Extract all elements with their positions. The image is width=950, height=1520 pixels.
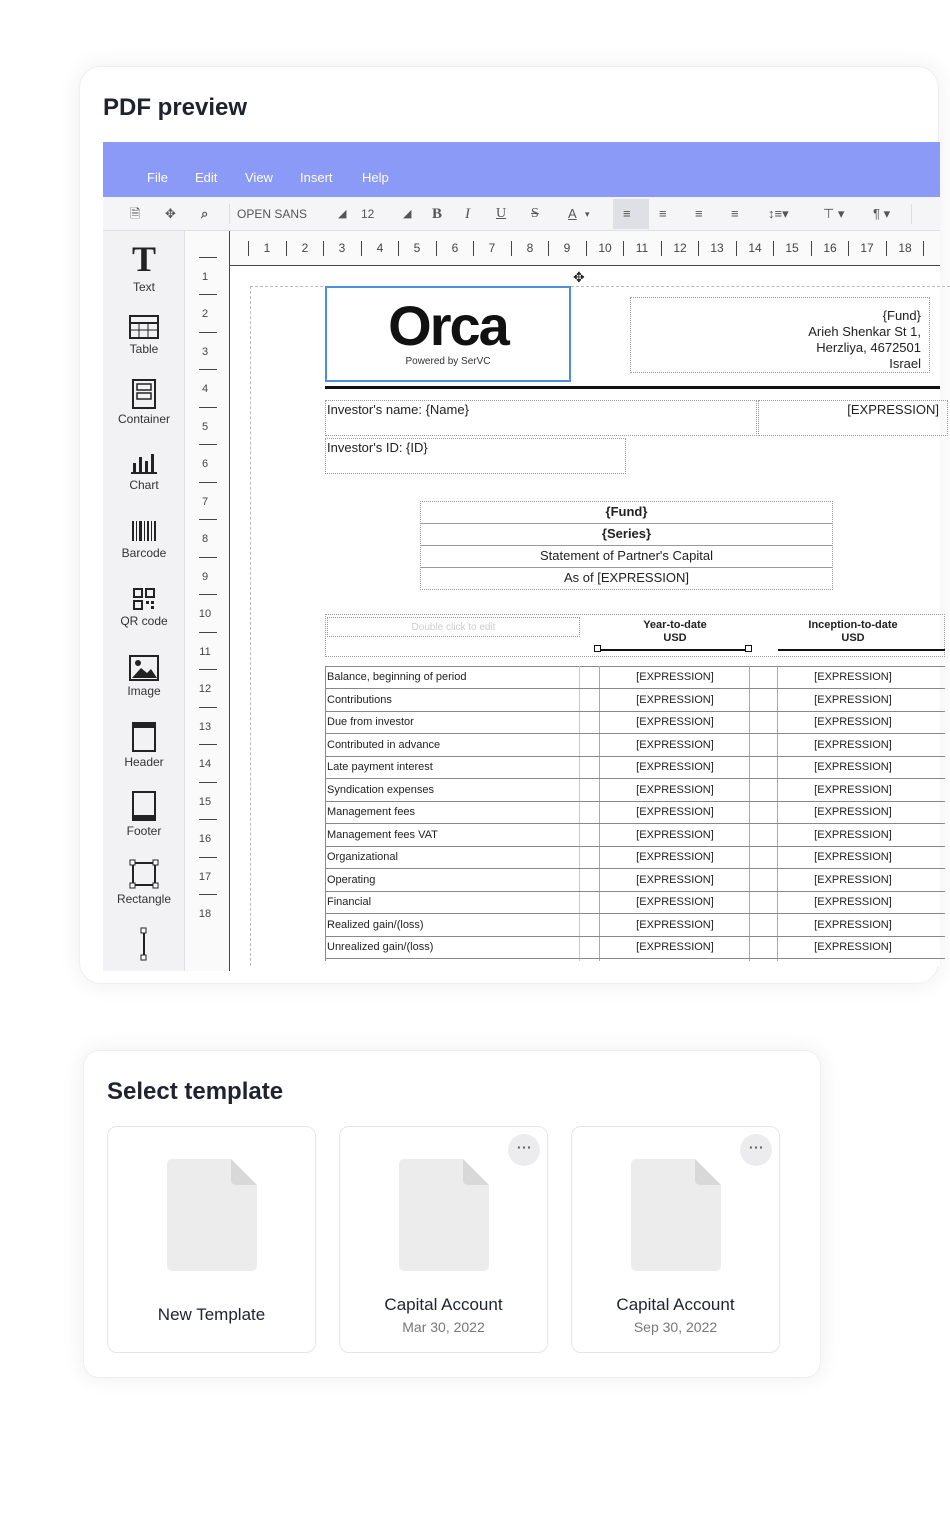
document-icon	[399, 1159, 489, 1271]
template-date: Mar 30, 2022	[402, 1319, 485, 1335]
container-tool[interactable]	[103, 379, 185, 426]
row-ytd: [EXPRESSION]	[636, 896, 714, 908]
address-line: Herzliya, 4672501	[816, 340, 921, 355]
row-itd: [EXPRESSION]	[814, 851, 892, 863]
paragraph-icon[interactable]: ¶ ▾	[873, 206, 891, 221]
address-block[interactable]	[630, 297, 930, 373]
table-row[interactable]	[325, 847, 945, 869]
row-itd: [EXPRESSION]	[814, 829, 892, 841]
row-itd: [EXPRESSION]	[814, 941, 892, 953]
table-row[interactable]	[325, 757, 945, 779]
table-row[interactable]	[325, 915, 945, 937]
vruler-label: 1	[201, 271, 209, 283]
align-center-icon[interactable]: ≡	[659, 206, 667, 221]
row-ytd: [EXPRESSION]	[636, 739, 714, 751]
underline-button[interactable]: U	[496, 206, 507, 221]
template-date: Sep 30, 2022	[633, 1319, 718, 1335]
container-icon	[132, 379, 156, 409]
vruler-label: 6	[201, 458, 209, 470]
more-options-button[interactable]: ···	[508, 1134, 540, 1166]
more-options-button[interactable]: ···	[740, 1134, 772, 1166]
horizontal-ruler	[230, 231, 940, 266]
row-label: Contributed in advance	[327, 739, 441, 751]
row-label: Unrealized gain/(loss)	[327, 941, 434, 953]
template-name: Capital Account	[616, 1295, 735, 1314]
table-row[interactable]	[325, 825, 945, 847]
header-tool-label: Header	[124, 755, 164, 769]
row-ytd: [EXPRESSION]	[636, 941, 714, 953]
template-name: Capital Account	[384, 1295, 503, 1314]
chart-icon	[130, 451, 158, 475]
format-toolbar	[103, 197, 940, 231]
text-color-button[interactable]: A	[568, 206, 577, 221]
vruler-label: 7	[201, 496, 209, 508]
resize-handle[interactable]	[745, 645, 752, 652]
template-name: New Template	[157, 1305, 266, 1324]
row-itd: [EXPRESSION]	[814, 784, 892, 796]
row-label: Financial	[327, 896, 372, 908]
hruler-label: 17	[860, 241, 874, 255]
itd-column-header	[778, 619, 928, 645]
table-row[interactable]	[325, 690, 945, 712]
header-icon	[132, 722, 156, 752]
hruler-label: 9	[563, 241, 571, 255]
table-row[interactable]	[325, 712, 945, 734]
row-ytd: [EXPRESSION]	[636, 851, 714, 863]
row-ytd: [EXPRESSION]	[636, 829, 714, 841]
search-icon[interactable]: ⌕	[201, 206, 209, 221]
row-itd: [EXPRESSION]	[814, 806, 892, 818]
hruler-label: 5	[413, 241, 421, 255]
row-label: Balance, beginning of period	[327, 671, 467, 683]
italic-button[interactable]: I	[465, 206, 470, 222]
strikethrough-button[interactable]: S	[531, 206, 539, 221]
line-icon	[139, 927, 149, 961]
template-capital-account-mar[interactable]	[339, 1126, 548, 1353]
bold-button[interactable]: B	[432, 206, 443, 222]
investor-id-field[interactable]: Investor's ID: {ID}	[325, 438, 626, 474]
vruler-label: 2	[201, 308, 209, 320]
image-tool-label: Image	[127, 684, 161, 698]
row-itd: [EXPRESSION]	[814, 919, 892, 931]
menu-edit[interactable]: Edit	[195, 170, 218, 185]
row-label: Organizational	[327, 851, 398, 863]
edit-placeholder[interactable]: Double click to edit	[327, 617, 580, 637]
move-icon[interactable]: ✥	[165, 206, 176, 221]
hruler-label: 1	[263, 241, 271, 255]
hruler-label: 14	[748, 241, 762, 255]
row-ytd: [EXPRESSION]	[636, 874, 714, 886]
row-itd: [EXPRESSION]	[814, 694, 892, 706]
ytd-header-line: USD	[663, 632, 687, 644]
container-tool-label: Container	[117, 412, 171, 426]
address-line: Israel	[889, 356, 921, 371]
hruler-label: 11	[635, 241, 649, 255]
vertical-align-icon[interactable]: ⊤ ▾	[823, 206, 845, 221]
hruler-label: 4	[376, 241, 384, 255]
hruler-label: 13	[710, 241, 724, 255]
chart-tool[interactable]	[103, 451, 185, 492]
vruler-label: 4	[201, 383, 209, 395]
qr-code-tool[interactable]	[103, 587, 185, 628]
barcode-tool[interactable]	[103, 519, 185, 560]
vruler-label: 15	[198, 796, 212, 808]
row-itd: [EXPRESSION]	[814, 761, 892, 773]
menu-help[interactable]: Help	[362, 170, 389, 185]
page-icon[interactable]: 🗎	[130, 206, 141, 221]
template-capital-account-sep[interactable]	[571, 1126, 780, 1353]
row-itd: [EXPRESSION]	[814, 671, 892, 683]
select-template-card	[83, 1050, 821, 1378]
table-tool-label: Table	[129, 342, 159, 356]
header-tool[interactable]	[103, 722, 185, 769]
row-label: Management fees	[327, 806, 416, 818]
menu-insert[interactable]: Insert	[300, 170, 333, 185]
report-editor	[103, 142, 940, 959]
menu-view[interactable]: View	[245, 170, 273, 185]
vruler-label: 9	[201, 571, 209, 583]
address-line: {Fund}	[882, 308, 921, 323]
hruler-label: 18	[898, 241, 912, 255]
image-icon	[129, 655, 159, 681]
vruler-label: 5	[201, 421, 209, 433]
address-line: Arieh Shenkar St 1,	[808, 324, 921, 339]
row-ytd: [EXPRESSION]	[636, 671, 714, 683]
table-row[interactable]	[325, 892, 945, 914]
line-tool[interactable]	[103, 927, 185, 961]
vruler-label: 3	[201, 346, 209, 358]
vruler-label: 8	[201, 533, 209, 545]
size-caret-icon: ◢	[403, 208, 412, 220]
color-caret-icon: ▾	[585, 209, 590, 219]
row-ytd: [EXPRESSION]	[636, 806, 714, 818]
row-label: Due from investor	[327, 716, 414, 728]
heading-fund: {Fund}	[421, 502, 832, 524]
ytd-header-line: Year-to-date	[643, 619, 707, 631]
row-label: Management fees VAT	[327, 829, 438, 841]
vruler-label: 13	[198, 721, 212, 733]
row-ytd: [EXPRESSION]	[636, 716, 714, 728]
hruler-label: 2	[301, 241, 309, 255]
rectangle-tool[interactable]	[103, 859, 185, 906]
hruler-label: 12	[673, 241, 687, 255]
justify-icon[interactable]: ≡	[731, 206, 739, 221]
footer-icon	[132, 791, 156, 821]
table-icon	[129, 315, 159, 339]
row-label: Syndication expenses	[327, 784, 435, 796]
heading-as-of: As of [EXPRESSION]	[564, 570, 689, 585]
row-label: Contributions	[327, 694, 392, 706]
vruler-label: 14	[198, 758, 212, 770]
barcode-tool-label: Barcode	[121, 546, 167, 560]
text-tool-label: Text	[132, 280, 155, 294]
row-ytd: [EXPRESSION]	[636, 694, 714, 706]
vruler-label: 12	[198, 683, 212, 695]
logo-subtitle: Powered by SerVC	[405, 356, 491, 367]
font-size-select[interactable]: 12	[361, 207, 375, 221]
footer-tool-label: Footer	[126, 824, 162, 838]
menu-file[interactable]: File	[147, 170, 168, 185]
menu-bar	[103, 142, 940, 197]
table-row[interactable]	[325, 667, 945, 689]
chart-tool-label: Chart	[129, 478, 159, 492]
table-row[interactable]	[325, 870, 945, 892]
qr-code-icon	[132, 587, 156, 611]
pdf-preview-card	[79, 66, 939, 984]
document-icon	[631, 1159, 721, 1271]
vruler-label: 18	[198, 908, 212, 920]
vruler-label: 17	[198, 871, 212, 883]
template-new[interactable]	[107, 1126, 316, 1353]
table-row[interactable]	[325, 780, 945, 802]
hruler-label: 10	[598, 241, 612, 255]
statement-heading[interactable]	[420, 501, 833, 590]
hruler-label: 3	[338, 241, 346, 255]
align-right-icon[interactable]: ≡	[695, 206, 703, 221]
hruler-label: 7	[488, 241, 496, 255]
document-icon	[167, 1159, 257, 1271]
font-size-caret-icon: ◢	[338, 208, 347, 220]
document-page[interactable]	[230, 266, 940, 966]
row-ytd: [EXPRESSION]	[636, 784, 714, 796]
image-tool[interactable]	[103, 655, 185, 698]
text-icon: T	[131, 239, 156, 279]
text-tool[interactable]	[103, 241, 185, 294]
row-itd: [EXPRESSION]	[814, 874, 892, 886]
hruler-label: 6	[451, 241, 459, 255]
hruler-label: 15	[785, 241, 799, 255]
hruler-label: 8	[526, 241, 534, 255]
vruler-label: 16	[198, 833, 212, 845]
logo-block[interactable]	[325, 286, 571, 382]
resize-handle[interactable]	[594, 645, 601, 652]
expression-field[interactable]: [EXPRESSION]	[758, 400, 948, 436]
itd-header-line: USD	[841, 632, 865, 644]
hruler-label: 16	[823, 241, 837, 255]
vruler-label: 11	[199, 646, 211, 658]
vruler-label: 10	[198, 608, 212, 620]
pdf-preview-title: PDF preview	[103, 94, 248, 121]
row-itd: [EXPRESSION]	[814, 716, 892, 728]
row-label: Realized gain/(loss)	[327, 919, 424, 931]
row-itd: [EXPRESSION]	[814, 896, 892, 908]
line-spacing-icon[interactable]: ↕≡▾	[768, 206, 789, 221]
row-label: Late payment interest	[327, 761, 433, 773]
qr-code-tool-label: QR code	[120, 614, 168, 628]
font-family-select[interactable]: OPEN SANS	[237, 207, 308, 221]
align-left-icon[interactable]: ≡	[623, 206, 631, 221]
header-rule	[325, 386, 940, 389]
tool-sidebar	[103, 231, 185, 971]
barcode-icon	[130, 519, 158, 543]
investor-name-field[interactable]: Investor's name: {Name}	[325, 400, 757, 436]
vertical-ruler	[185, 231, 230, 971]
row-ytd: [EXPRESSION]	[636, 761, 714, 773]
row-label: Operating	[327, 874, 376, 886]
itd-header-line: Inception-to-date	[808, 619, 898, 631]
footer-tool[interactable]	[103, 791, 185, 838]
move-handle-icon[interactable]: ✥	[573, 269, 585, 285]
ytd-column-header	[600, 619, 750, 645]
logo-text: Orca	[388, 294, 508, 357]
heading-series: {Series}	[421, 524, 832, 546]
table-row[interactable]	[325, 937, 945, 959]
row-ytd: [EXPRESSION]	[636, 919, 714, 931]
table-row[interactable]	[325, 735, 945, 757]
row-itd: [EXPRESSION]	[814, 739, 892, 751]
select-template-title: Select template	[107, 1078, 284, 1105]
rectangle-icon	[129, 859, 159, 889]
rectangle-tool-label: Rectangle	[116, 892, 172, 906]
table-tool[interactable]	[103, 315, 185, 356]
heading-statement: Statement of Partner's Capital	[421, 546, 832, 568]
table-row[interactable]	[325, 802, 945, 824]
